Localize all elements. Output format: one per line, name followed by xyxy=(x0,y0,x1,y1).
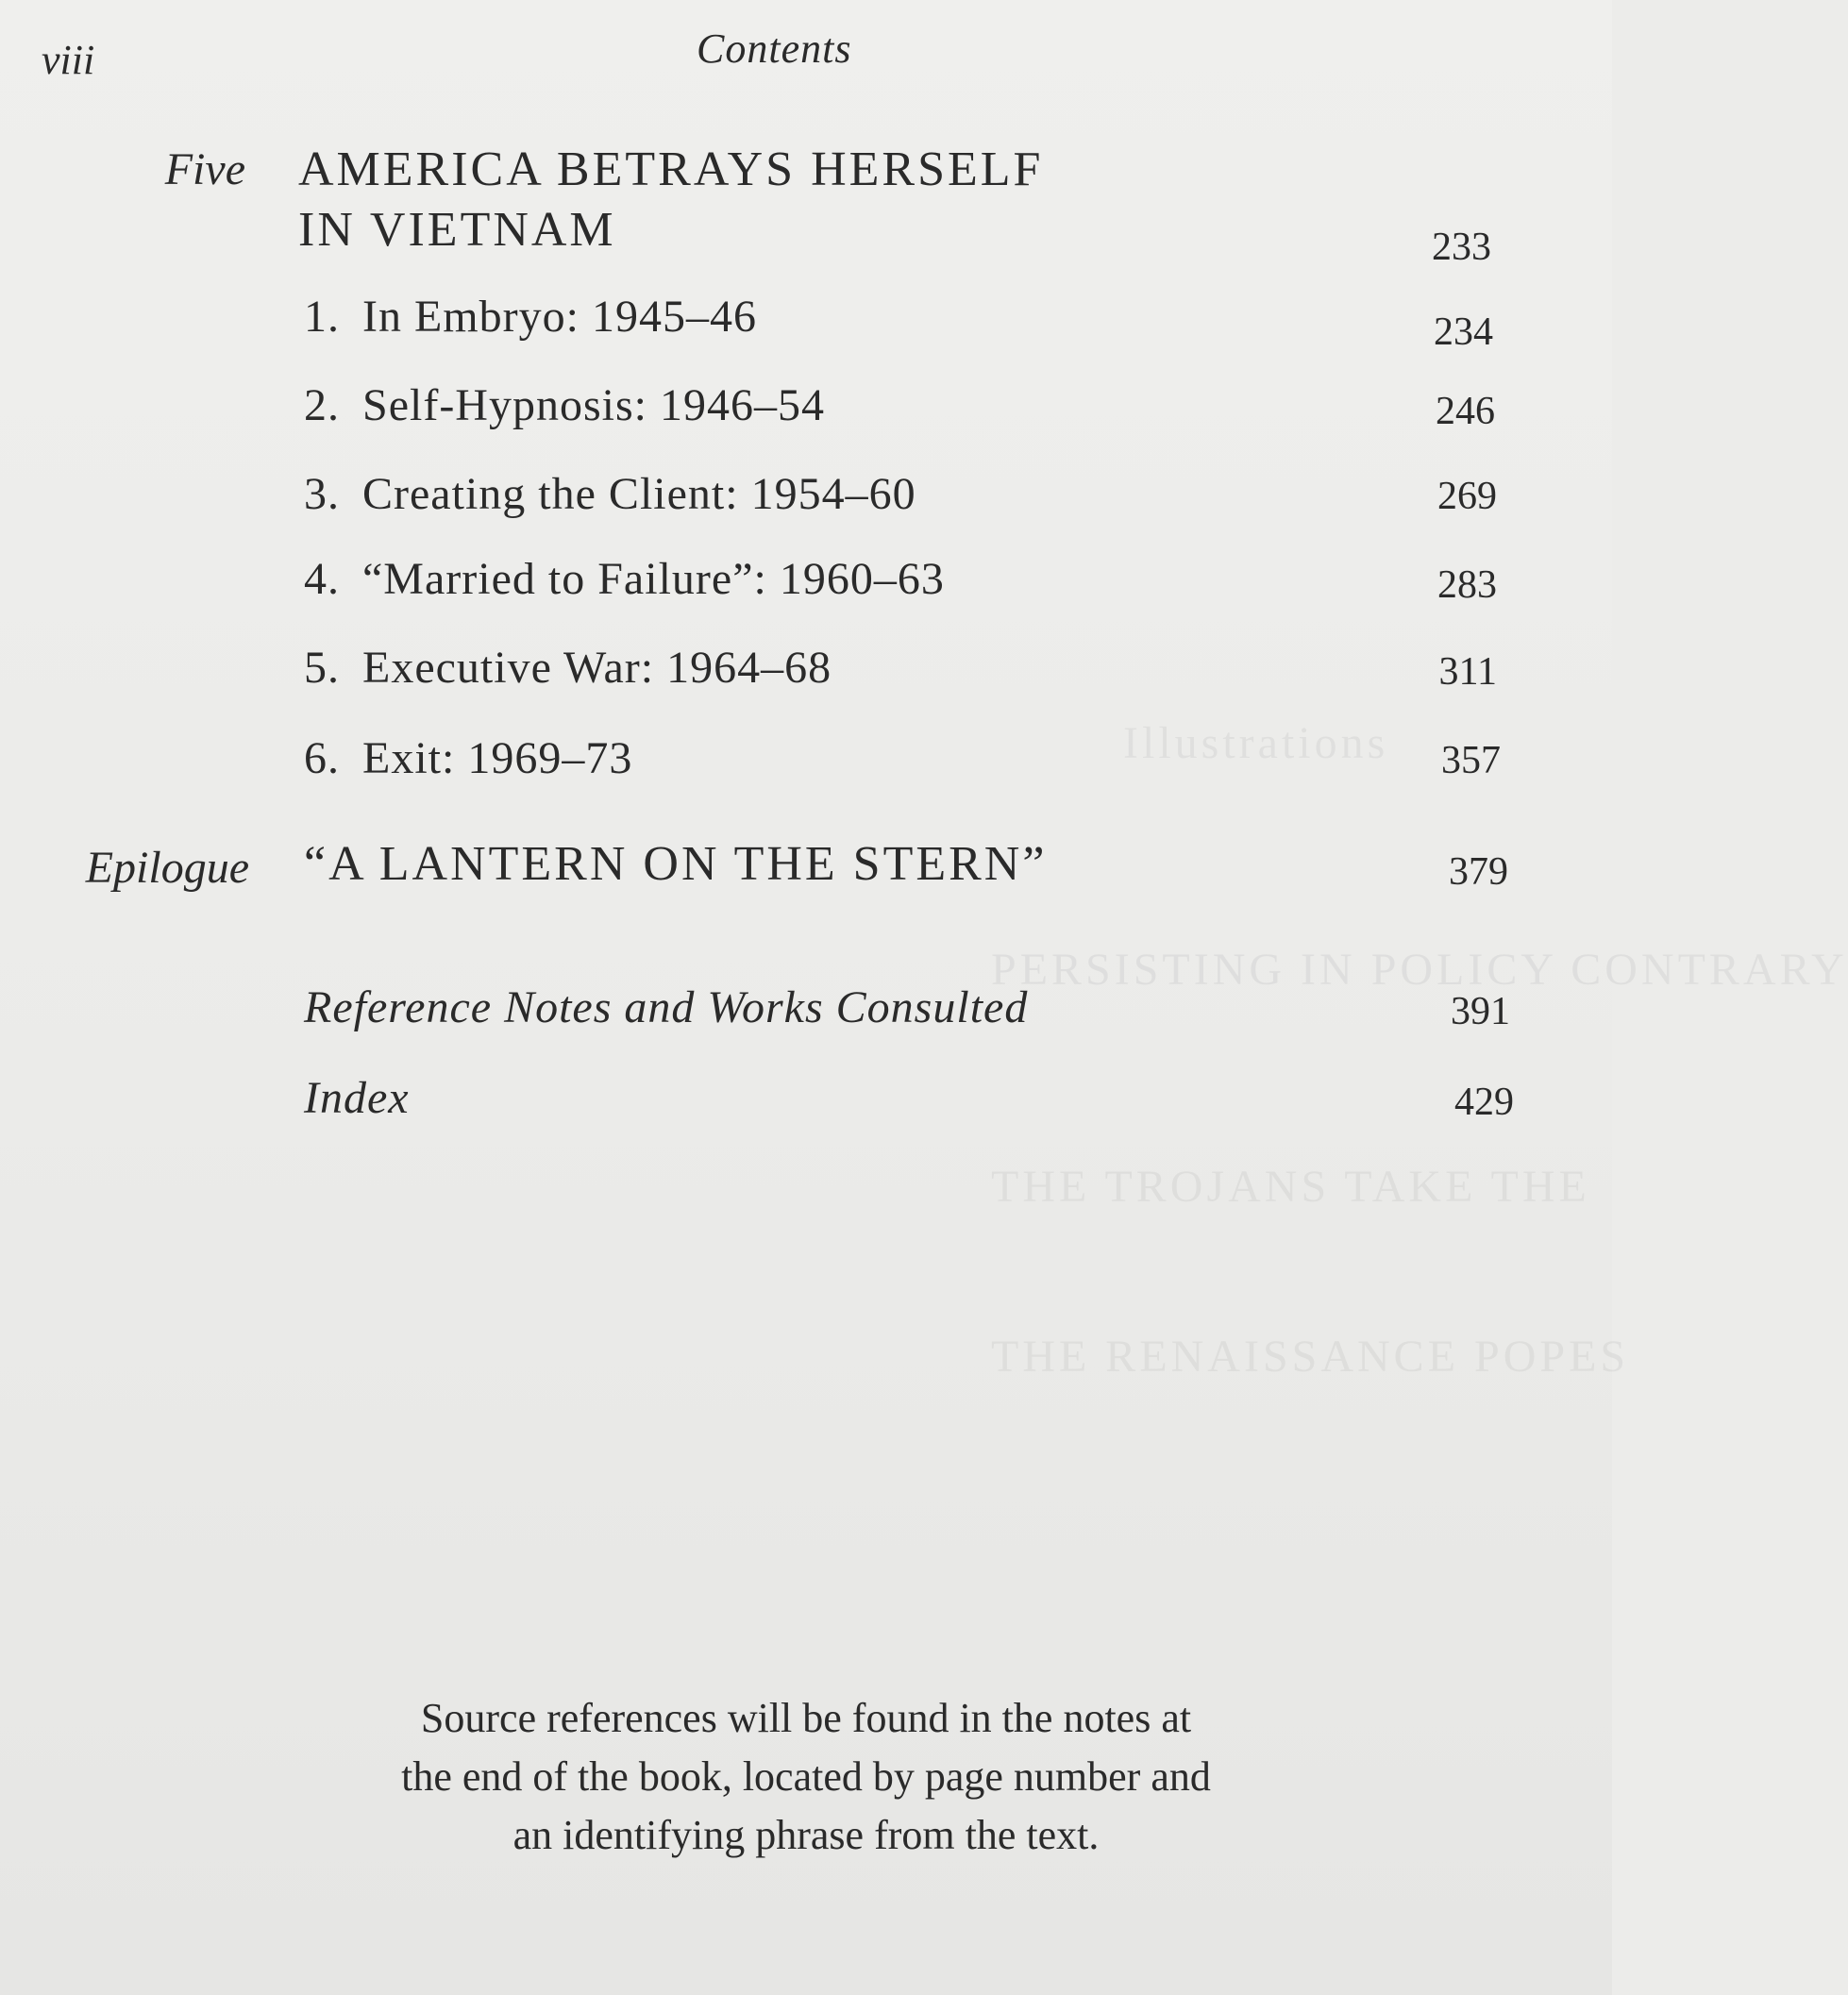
part-page-number: 233 xyxy=(1432,226,1491,269)
part-label: Epilogue xyxy=(85,843,249,893)
part-title-line: IN VIETNAM xyxy=(298,203,616,257)
page-folio: viii xyxy=(42,37,95,83)
source-note-line: Source references will be found in the notes at xyxy=(420,1695,1192,1741)
back-matter-title: Reference Notes and Works Consulted xyxy=(304,982,1029,1032)
chapter-entry xyxy=(304,291,757,343)
chapter-title: Self-Hypnosis: 1946–54 xyxy=(362,380,825,430)
chapter-page-number: 269 xyxy=(1437,475,1497,518)
chapter-number: 2. xyxy=(304,380,340,430)
chapter-number: 5. xyxy=(304,643,340,693)
back-matter-page-number: 391 xyxy=(1451,990,1510,1033)
back-matter-title: Index xyxy=(304,1073,410,1123)
chapter-title: Executive War: 1964–68 xyxy=(362,643,832,693)
chapter-number: 3. xyxy=(304,469,340,519)
source-note-line: an identifying phrase from the text. xyxy=(512,1812,1100,1858)
source-note xyxy=(0,1689,1612,1865)
chapter-entry xyxy=(304,553,945,605)
chapter-page-number: 357 xyxy=(1441,739,1501,782)
chapter-number: 6. xyxy=(304,733,340,783)
show-through-text: Illustrations xyxy=(1123,718,1389,768)
chapter-page-number: 311 xyxy=(1438,650,1497,694)
chapter-page-number: 283 xyxy=(1437,563,1497,607)
chapter-page-number: 246 xyxy=(1436,390,1495,433)
chapter-entry xyxy=(304,379,825,431)
chapter-entry xyxy=(304,732,632,784)
chapter-entry xyxy=(304,642,832,694)
chapter-title: Creating the Client: 1954–60 xyxy=(362,469,916,519)
chapter-number: 1. xyxy=(304,292,340,342)
show-through-text: THE RENAISSANCE POPES xyxy=(991,1332,1630,1382)
show-through-text: PERSISTING IN POLICY CONTRARY xyxy=(991,945,1848,995)
source-note-line: the end of the book, located by page number and xyxy=(401,1753,1211,1800)
part-title-line: AMERICA BETRAYS HERSELF xyxy=(298,142,1044,196)
part-label: Five xyxy=(164,144,245,194)
part-title-line: “A LANTERN ON THE STERN” xyxy=(304,837,1048,891)
part-page-number: 379 xyxy=(1449,850,1508,894)
chapter-page-number: 234 xyxy=(1434,310,1493,354)
running-head: Contents xyxy=(697,25,852,72)
chapter-entry xyxy=(304,468,916,520)
chapter-number: 4. xyxy=(304,554,340,604)
back-matter-page-number: 429 xyxy=(1454,1081,1514,1124)
chapter-title: “Married to Failure”: 1960–63 xyxy=(362,554,945,604)
show-through-text: THE TROJANS TAKE THE xyxy=(991,1162,1590,1212)
chapter-title: In Embryo: 1945–46 xyxy=(362,292,757,342)
chapter-title: Exit: 1969–73 xyxy=(362,733,633,783)
